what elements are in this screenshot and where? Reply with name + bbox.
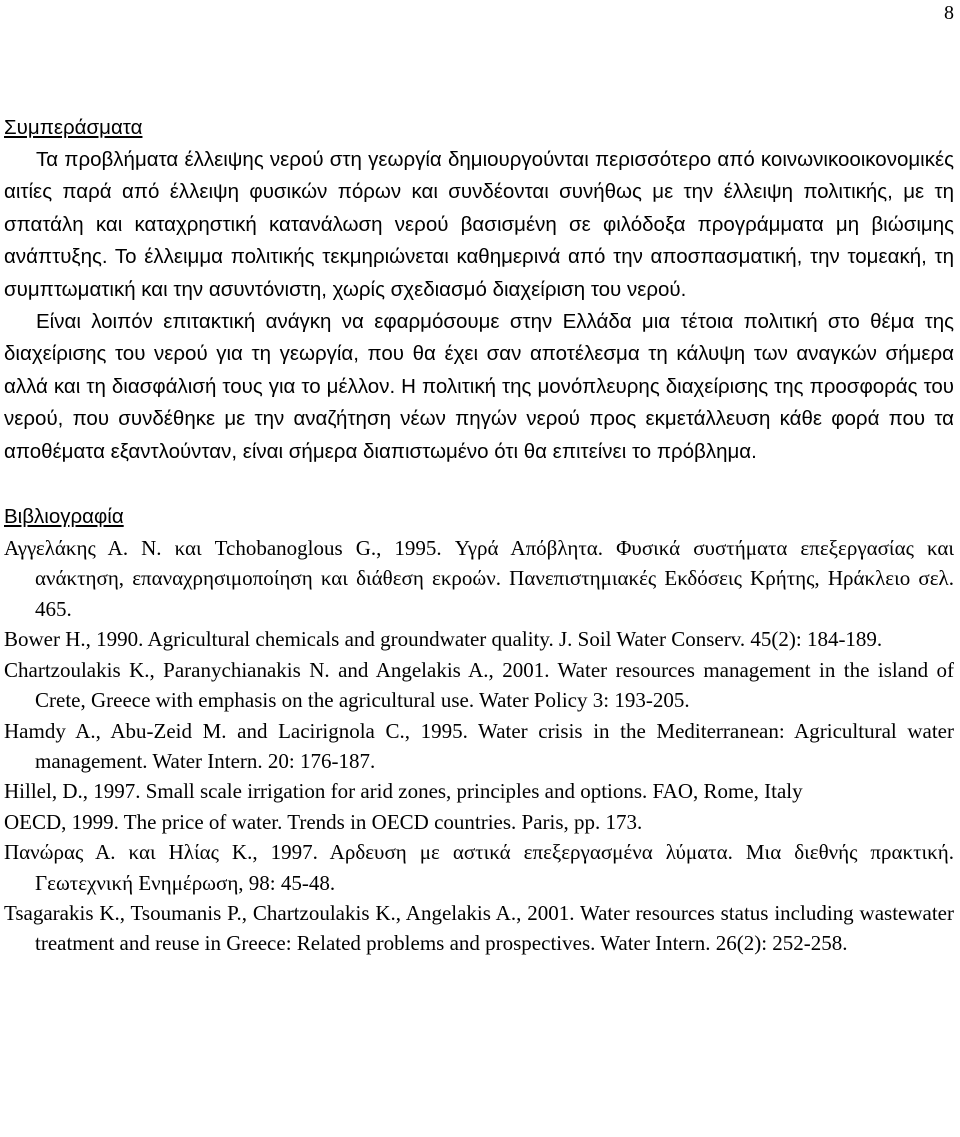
reference-item: OECD, 1999. The price of water. Trends in OECD countries. Paris, pp. 173.: [4, 809, 643, 834]
page-number: 8: [944, 2, 954, 24]
reference-item: Tsagarakis K., Tsoumanis P., Chartzoulakis K., Angelakis A., 2001. Water resources status including wastewater treatment and reuse in Greece: Related problems and prospectives. Water Intern. 26(2): 252-258.: [4, 900, 954, 956]
conclusions-paragraph-1: Τα προβλήματα έλλειψης νερού στη γεωργία δημιουργούνται περισσότερο από κοινωνικοοικονομικές αιτίες παρά από έλλειψη φυσικών πόρων και συνδέονται συνήθως με την έλλειψη πολιτικής, με τη σπατάλη και καταχρηστική κατανάλωση νερού βασισμένη σε φιλόδοξα προγράμματα μη βιώσιμης ανάπτυξης. Το έλλειμμα πολιτικής τεκμηριώνεται καθημερινά από την αποσπασματική, την τομεακή, τη συμπτωματική και την ασυντόνιστη, χωρίς σχεδιασμό διαχείριση του νερού.: [4, 148, 954, 301]
bibliography-heading: Βιβλιογραφία: [4, 505, 124, 529]
conclusions-paragraph-2: Είναι λοιπόν επιτακτική ανάγκη να εφαρμόσουμε στην Ελλάδα μια τέτοια πολιτική στο θέμα της διαχείρισης του νερού για τη γεωργία, που θα έχει σαν αποτέλεσμα τη κάλυψη των αναγκών σήμερα αλλά και τη διασφάλισή τους για το μέλλον. Η πολιτική της μονόπλευρης διαχείρισης της προσφοράς του νερού, που συνδέθηκε με την αναζήτηση νέων πηγών νερού προς εκμετάλλευση κάθε φορά που τα αποθέματα εξαντλούνταν, είναι σήμερα διαπιστωμένο ότι θα επιτείνει το πρόβλημα.: [4, 310, 954, 463]
reference-item: Hamdy A., Abu-Zeid M. and Lacirignola C., 1995. Water crisis in the Mediterranean: Agricultural water management. Water Intern. 20: 176-187.: [4, 718, 954, 773]
document-body: [4, 112, 954, 959]
reference-item: Bower H., 1990. Agricultural chemicals and groundwater quality. J. Soil Water Conserv. 45(2): 184-189.: [4, 627, 883, 652]
bibliography-section: [4, 501, 954, 959]
reference-item: Πανώρας Α. και Ηλίας Κ., 1997. Αρδευση με αστικά επεξεργασμένα λύματα. Μια διεθνής πρακτική. Γεωτεχνική Ενημέρωση, 98: 45-48.: [4, 840, 954, 895]
reference-item: Hillel, D., 1997. Small scale irrigation for arid zones, principles and options. FAO, Rome, Italy: [4, 779, 803, 804]
conclusions-heading: Συμπεράσματα: [4, 116, 143, 139]
reference-item: Chartzoulakis K., Paranychianakis N. and Angelakis A., 2001. Water resources management in the island of Crete, Greece with emphasis on the agricultural use. Water Policy 3: 193-205.: [4, 657, 954, 713]
reference-item: Αγγελάκης Α. Ν. και Tchobanoglous G., 1995. Υγρά Απόβλητα. Φυσικά συστήματα επεξεργασίας και ανάκτηση, επαναχρησιμοποίηση και διάθεση εκροών. Πανεπιστημιακές Εκδόσεις Κρήτης, Ηράκλειο σελ. 465.: [4, 536, 954, 621]
reference-list: [4, 533, 954, 959]
conclusions-section: [4, 112, 954, 468]
